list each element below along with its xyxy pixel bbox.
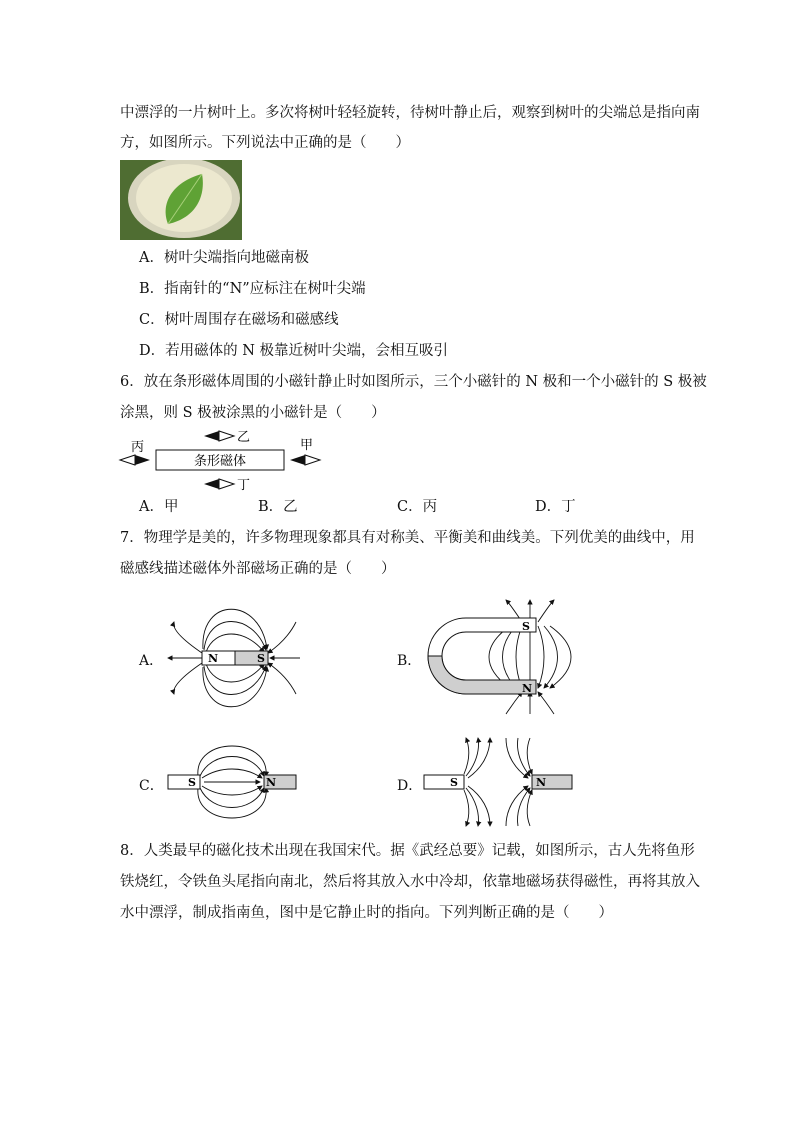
q5-text-line2: 方，如图所示。下列说法中正确的是（ ） [120,135,410,151]
fig-d-s-pole: S [450,776,458,789]
q7-figure-a [160,598,310,716]
bar-magnet-label: 条形磁体 [193,454,247,469]
q6-option-c[interactable]: C．丙 [397,499,438,515]
q7-text-line1: 7．物理学是美的，许多物理现象都具有对称美、平衡美和曲线美。下列优美的曲线中，用 [120,530,695,546]
q8-text-line2: 铁烧红，令铁鱼头尾指向南北，然后将其放入水中冷却，依靠地磁场获得磁性，再将其放入 [120,874,700,890]
compass-jia-label: 甲 [300,438,314,453]
q7-figure-b [418,596,578,718]
leaf-photo [120,160,242,240]
q5-text-line1: 中漂浮的一片树叶上。多次将树叶轻轻旋转，待树叶静止后，观察到树叶的尖端总是指向南 [120,105,700,121]
q7-fig-d-label[interactable]: D． [397,778,423,794]
compass-ding-label: 丁 [237,478,251,493]
compass-yi-label: 乙 [237,430,251,445]
fig-c-s-pole: S [188,776,196,789]
q5-option-d[interactable]: D．若用磁体的 N 极靠近树叶尖端，会相互吸引 [139,343,449,359]
compass-ding-left [204,479,219,489]
q7-figure-c [162,736,302,828]
compass-bing-left [120,455,135,465]
q7-fig-c-label[interactable]: C． [139,778,164,794]
q6-option-d[interactable]: D．丁 [535,499,576,515]
q7-fig-b-label[interactable]: B． [397,653,422,669]
fig-a-n-pole: N [208,652,219,665]
compass-jia-left [290,455,305,465]
q5-option-c[interactable]: C．树叶周围存在磁场和磁感线 [139,312,339,328]
fig-d-n-pole: N [536,776,547,789]
q5-option-b[interactable]: B．指南针的“N”应标注在树叶尖端 [139,281,366,297]
q6-option-a[interactable]: A．甲 [139,499,179,515]
q7-text-line2: 磁感线描述磁体外部磁场正确的是（ ） [120,561,396,577]
q7-figure-d [420,734,576,830]
q8-text-line1: 8．人类最早的磁化技术出现在我国宋代。据《武经总要》记载，如图所示，古人先将鱼形 [120,843,695,859]
q8-text-line3: 水中漂浮，制成指南鱼，图中是它静止时的指向。下列判断正确的是（ ） [120,905,613,921]
compass-yi-left [204,431,219,441]
compass-bing-label: 丙 [131,440,145,455]
fig-a-s-pole: S [257,652,265,665]
fig-b-n-pole: N [522,682,533,695]
q5-option-a[interactable]: A．树叶尖端指向地磁南极 [139,250,309,266]
fig-b-s-pole: S [522,620,530,633]
fig-c-n-pole: N [266,776,277,789]
q7-fig-a-label[interactable]: A． [139,653,164,669]
q6-option-b[interactable]: B．乙 [258,499,298,515]
q6-text-line2: 涂黑，则 S 极被涂黑的小磁针是（ ） [120,405,386,421]
q6-text-line1: 6．放在条形磁体周围的小磁针静止时如图所示，三个小磁针的 N 极和一个小磁针的 S 极被 [120,374,707,390]
bar-magnet-compass-figure [118,424,328,494]
